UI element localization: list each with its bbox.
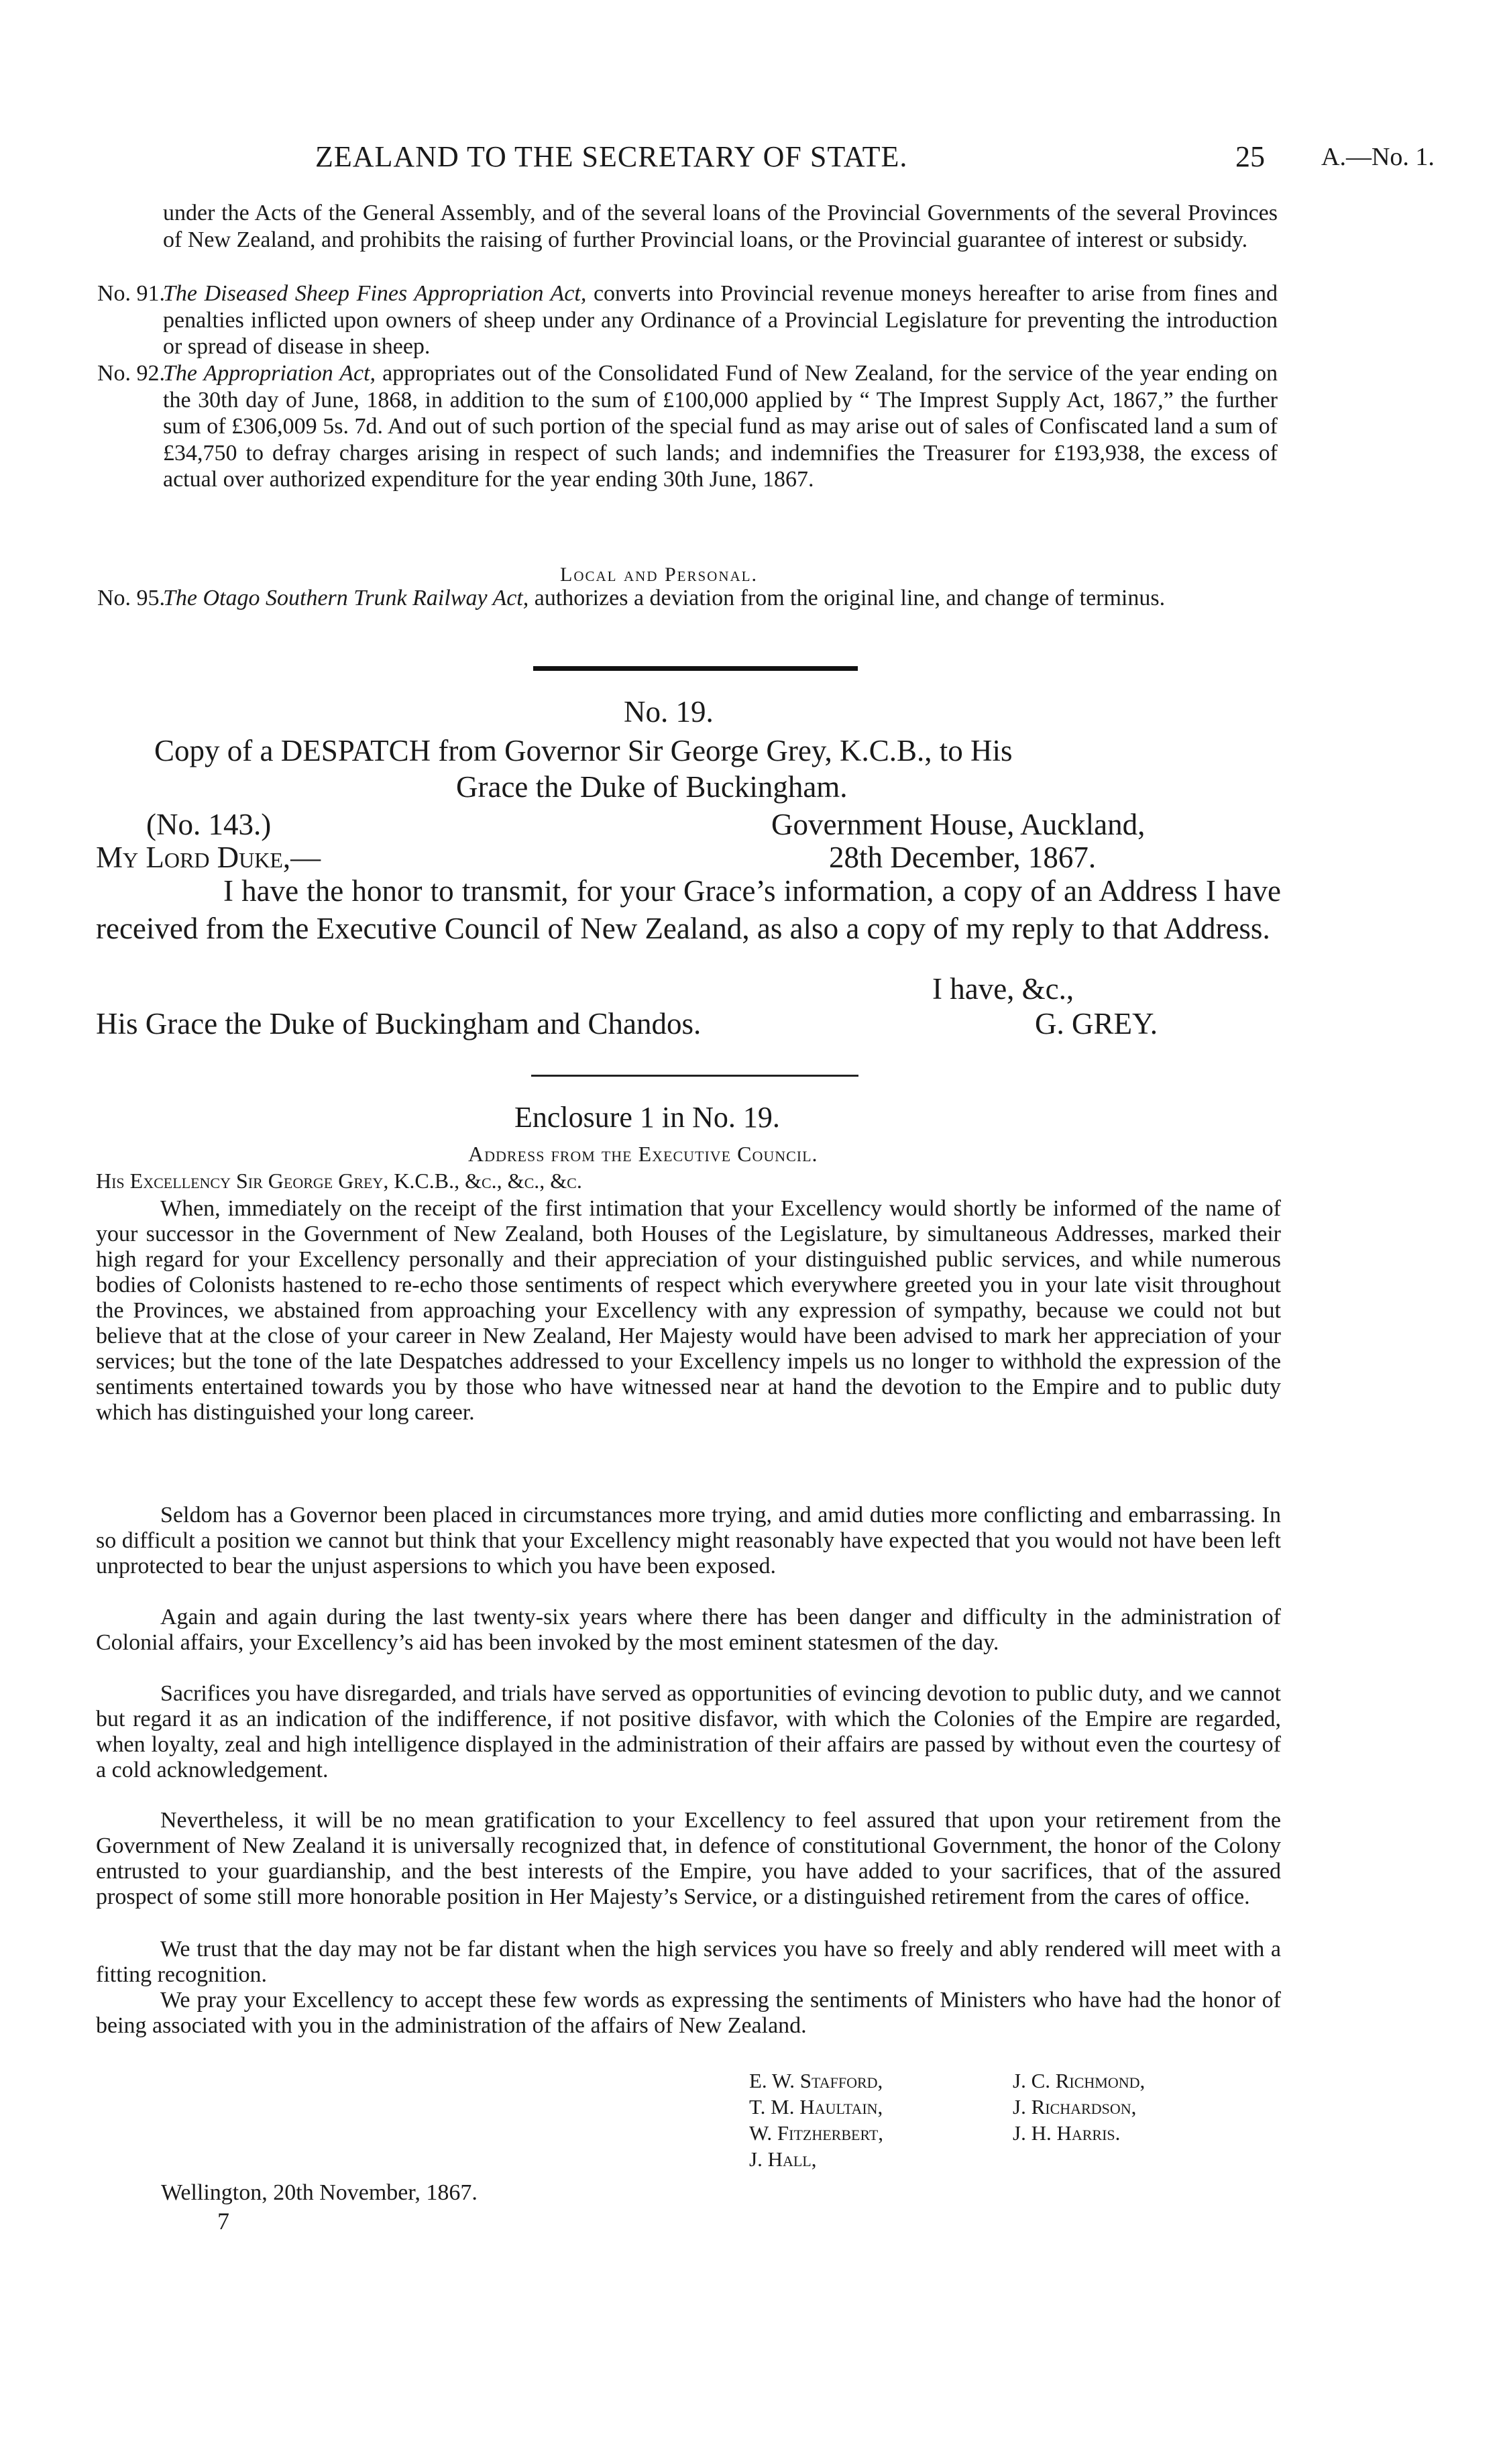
- signatory-left-2: T. M. Haultain,: [749, 2095, 883, 2119]
- signatory-right-2: J. Richardson,: [1013, 2095, 1137, 2119]
- despatch-salutation: My Lord Duke,—: [96, 841, 321, 874]
- despatch-location: Government House, Auckland,: [771, 808, 1146, 841]
- enclosure-paragraph-2: Seldom has a Governor been placed in circumstances more trying, and amid duties more conflicting and embarrassing. In so difficult a position we cannot but think that your Excellency might reasonably have expected that you would not have been left unprotected to bear the unjust aspersions to which you have been exposed.: [96, 1503, 1281, 1578]
- sheet-number: 7: [217, 2208, 229, 2235]
- place-and-date: Wellington, 20th November, 1867.: [161, 2180, 478, 2205]
- despatch-addressee: His Grace the Duke of Buckingham and Chandos.: [96, 1007, 702, 1040]
- act-95-description: authorizes a deviation from the original line, and change of terminus.: [534, 586, 1166, 610]
- signatory-left-1: E. W. Stafford,: [749, 2069, 883, 2092]
- section-divider-thin: [531, 1075, 858, 1077]
- acts-continuation-text: under the Acts of the General Assembly, and of the several loans of the Provincial Governments of the several Provinces of New Zealand, and prohibits the raising of further Provincial loans, or the Provincial guarantee of interest or subsidy.: [163, 201, 1278, 252]
- signatory-left-4: J. Hall,: [749, 2147, 817, 2171]
- enclosure-paragraph-4: Sacrifices you have disregarded, and trials have served as opportunities of evincing devotion to public duty, and we cannot but regard it as an indication of the indifference, if not positive disfavor, with which the Colonies of the Empire are regarded, when loyalty, zeal and high intelligence displayed in the administration of their affairs are passed by without even the courtesy of a cold acknowledgement.: [96, 1681, 1281, 1782]
- despatch-title-line-1: Copy of a DESPATCH from Governor Sir George Grey, K.C.B., to His: [154, 734, 1013, 767]
- despatch-body: I have the honor to transmit, for your Grace’s information, a copy of an Address I have received from the Executive Council of New Zealand, as also a copy of my reply to that Address.: [96, 874, 1281, 945]
- act-95-name: The Otago Southern Trunk Railway Act,: [163, 586, 529, 610]
- despatch-number-heading: No. 19.: [624, 695, 714, 729]
- act-92-number: No. 92.: [97, 361, 166, 386]
- act-91-name: The Diseased Sheep Fines Appropriation Act,: [163, 281, 587, 306]
- act-92-name: The Appropriation Act,: [163, 361, 376, 386]
- act-92-description: appropriates out of the Consolidated Fund of New Zealand, for the service of the year ending on the 30th day of June, 1868, in addition to the sum of £100,000 applied by “ The Imprest Supply Act, 1867,” the further sum of £306,009 5s. 7d. And out of such portion of the special fund as may arise out of sales of Confiscated land a sum of £34,750 to defray charges arising in respect of such lands; and indemnifies the Treasurer for £193,938, the excess of actual over authorized expenditure for the year ending 30th June, 1867.: [163, 361, 1278, 492]
- act-95-number: No. 95.: [97, 586, 166, 610]
- series-reference: A.—No. 1.: [1321, 143, 1435, 171]
- signatory-right-3: J. H. Harris.: [1013, 2121, 1121, 2145]
- enclosure-heading: Enclosure 1 in No. 19.: [514, 1101, 780, 1134]
- act-92-text: [163, 360, 1278, 493]
- act-95-text: [163, 585, 1278, 612]
- despatch-date: 28th December, 1867.: [829, 841, 1097, 874]
- local-and-personal-heading: Local and Personal.: [560, 564, 759, 586]
- act-91-number: No. 91.: [97, 281, 166, 306]
- act-91-description: converts into Provincial revenue moneys hereafter to arise from fines and penalties inflicted upon owners of sheep under any Ordinance of a Provincial Legislature for preventing the introduction or spread of disease in sheep.: [163, 281, 1278, 360]
- enclosure-paragraph-5: Nevertheless, it will be no mean gratification to your Excellency to feel assured that upon your retirement from the Government of New Zealand it is universally recognized that, in defence of constitutional Government, the honor of the Colony entrusted to your guardianship, and the best interests of the Empire, you have added to your sacrifices, that of the assured prospect of some still more honorable position in Her Majesty’s Service, or a distinguished retirement from the cares of office.: [96, 1808, 1281, 1909]
- enclosure-paragraph-1: When, immediately on the receipt of the first intimation that your Excellency would shortly be informed of the name of your successor in the Government of New Zealand, both Houses of the Legislature, by simultaneous Addresses, marked their high regard for your Excellency personally and their appreciation of your distinguished public services, and while numerous bodies of Colonists hastened to re-echo those sentiments of respect which everywhere greeted you in your late visit throughout the Provinces, we abstained from approaching your Excellency with any expression of sympathy, because we could not but believe that at the close of your career in New Zealand, Her Majesty would have been advised to mark her appreciation of your services; but the tone of the late Despatches addressed to your Excellency impels us no longer to withhold the expression of the sentiments entertained towards you by those who have witnessed near at hand the devotion to the Empire and to public duty which has distinguished your long career.: [96, 1196, 1281, 1425]
- running-header-title: ZEALAND TO THE SECRETARY OF STATE.: [315, 140, 908, 173]
- despatch-closing: I have, &c.,: [932, 972, 1074, 1006]
- enclosure-subheading: Address from the Executive Council.: [468, 1142, 818, 1166]
- enclosure-paragraph-3: Again and again during the last twenty-six years where there has been danger and difficulty in the administration of Colonial affairs, your Excellency’s aid has been invoked by the most eminent statesmen of the day.: [96, 1605, 1281, 1655]
- despatch-reference-number: (No. 143.): [146, 808, 272, 841]
- despatch-signature: G. GREY.: [1035, 1007, 1158, 1040]
- enclosure-paragraph-7: We pray your Excellency to accept these few words as expressing the sentiments of Ministers who have had the honor of being associated with you in the administration of the affairs of New Zealand.: [96, 1988, 1281, 2038]
- signatory-left-3: W. Fitzherbert,: [749, 2121, 884, 2145]
- enclosure-paragraph-6: We trust that the day may not be far distant when the high services you have so freely and ably rendered will meet with a fitting recognition.: [96, 1937, 1281, 1987]
- act-91-text: [163, 280, 1278, 360]
- enclosure-addressee: His Excellency Sir George Grey, K.C.B., &c., &c., &c.: [96, 1169, 582, 1193]
- page-number: 25: [1235, 140, 1265, 173]
- despatch-title-line-2: Grace the Duke of Buckingham.: [456, 770, 848, 804]
- section-divider-thick: [533, 666, 858, 671]
- signatory-right-1: J. C. Richmond,: [1013, 2069, 1146, 2092]
